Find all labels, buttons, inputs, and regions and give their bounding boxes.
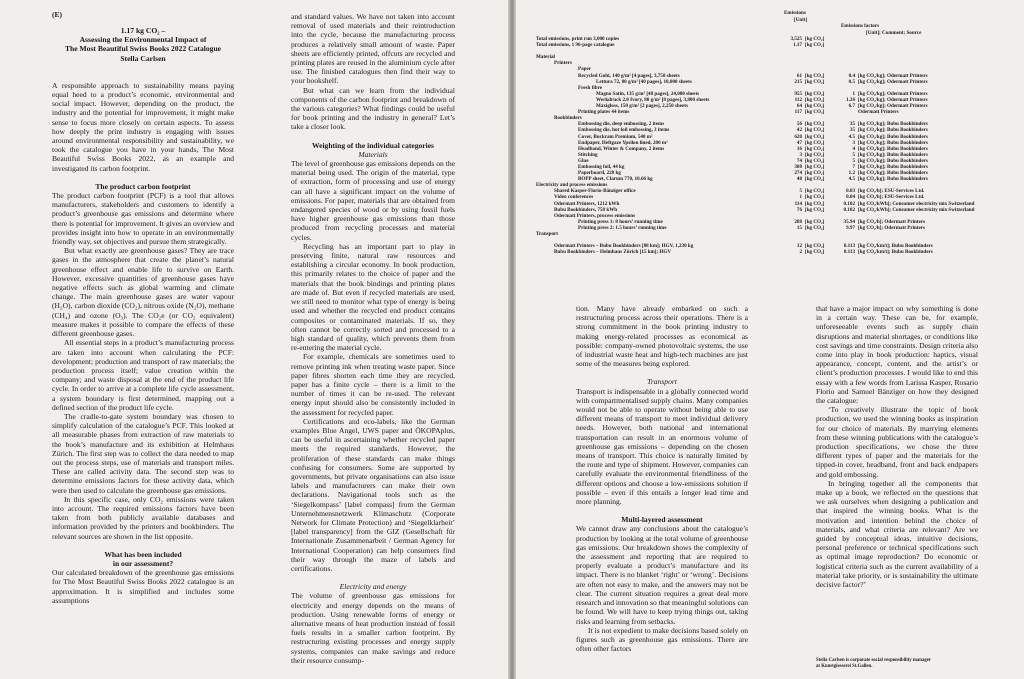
row-emissions-value: 620 <box>794 133 802 140</box>
row-label: Magno Satin, 135 g/m² [48 pages], 24,000 sheets <box>596 90 700 97</box>
heading-line: in our assessment? <box>112 558 174 568</box>
section-label: (E) <box>52 10 62 19</box>
right-column-1 <box>576 304 748 653</box>
row-emissions-value: 48 <box>796 176 802 183</box>
row-factor: 4 <box>852 145 855 152</box>
row-factor: 1.2 <box>848 170 855 177</box>
row-label: Paperboard, 228 kg <box>578 170 621 177</box>
row-unit: [kg CO₂] <box>805 72 825 79</box>
row-factor: 0.04 <box>846 194 855 201</box>
row-note: [kg CO₂/km/t]; Bubu Bookbinders <box>858 249 933 256</box>
paragraph: Recycling has an important part to play in preserving finite, natural raw resources and establishing a circular economy. In book production, this primarily relates to the choice of paper and the materials that the book bindings and printing plates are made of. But even if recycled materials are used, we still need to monitor what type of energy is being used and whether the recycled end product contains composites or contaminated materials. If so, they often cannot be correctly sorted and processed to a high standard of quality, which prevents them from re-entering the material cycle. <box>291 241 455 353</box>
row-label: Werkdruck 2.0 Ivory, 80 g/m² [8 pages], 3,800 sheets <box>596 96 710 103</box>
article-title <box>52 26 234 63</box>
row-note: [kg CO₂/kg]; Bubu Bookbinders <box>858 133 928 140</box>
row-note: [kg CO₂/kg]; Bubu Bookbinders <box>858 121 928 128</box>
row-emissions-value: 3 <box>799 151 802 158</box>
row-label: Bookbinders <box>554 115 582 122</box>
paragraph: But what can we learn from the individual components of the carbon footprint and breakdown of the various categories? What findings could be useful for book printing and the industry in general? Let’s take a closer look. <box>291 85 455 132</box>
bio-line: Stella Carlsen is corporate social responsibility manager <box>816 658 932 663</box>
row-note: [kg CO₂/kg]; Bubu Bookbinders <box>858 127 928 134</box>
header-emissions: Emissions <box>784 10 806 16</box>
row-factor: 7 <box>852 163 855 170</box>
row-factor: 1 <box>852 90 855 97</box>
row-factor: 5 <box>852 151 855 158</box>
row-label: Headband, Winter & Company, 2 items <box>578 145 665 152</box>
row-emissions-value: 117 <box>794 109 802 116</box>
row-note: [kg CO₂/kg]; Odermatt Printers <box>858 72 928 79</box>
paragraph: and standard values. We have not taken into account removal of used materials and their reintroduction into the cycle, because the manufacturing process produces a relatively small amount of waste. Paper sheets are efficiently printed, offcuts are recycled and printing plates are reused in the aluminium cycle after use. The finished catalogues then find their way to your bookshelf. <box>291 12 455 86</box>
row-factor: 35 <box>849 121 855 128</box>
row-label: Lettura 72, 80 g/m² [40 pages], 18,000 sheets <box>596 78 692 85</box>
row-note: [kg CO₂/kg]; Odermatt Printers <box>858 103 928 110</box>
row-emissions-value: 112 <box>794 96 802 103</box>
right-column-2 <box>816 304 978 589</box>
row-emissions-value: 12 <box>796 243 802 250</box>
row-unit: [kg CO₂] <box>805 139 825 146</box>
row-emissions-value: 15 <box>796 224 802 231</box>
paragraph: We cannot draw any conclusions about the catalogue’s production by looking at the total volume of greenhouse gas emissions. Our breakdown shows the complexity of the assessment and reporting that are required to properly evaluate a product’s manufacture and its impact. There is no blanket ‘right’ or ‘wrong’. Decisions are often not easy to make, and the answers may not be clear. The current situation requires a great deal more research and innovation so that meaningful solutions can be found. We will have to keep trying things out, taking risks and learning from setbacks. <box>576 524 748 626</box>
row-label: Embossing die, hot foil embossing, 3 items <box>578 127 670 134</box>
table-row <box>536 249 1022 255</box>
header-factors-sub: [Unit]; Comment; Source <box>866 29 922 36</box>
row-factor: 0.03 <box>846 188 855 195</box>
row-emissions-value: 76 <box>796 206 802 213</box>
heading-line: What has been included <box>104 549 182 559</box>
row-emissions-value: 3,525 <box>790 36 802 42</box>
row-note: [kg CO₂/h]; ESU-Services Ltd. <box>858 188 925 195</box>
paragraph: The level of greenhouse gas emissions depends on the material being used. The origin of the material, type of extraction, form of processing and use of energy can all have a significant impact on the volume of emissions. For paper, materials that are obtained from endangered species of wood or by using fossil fuels have higher greenhouse gas emissions than those produced from recycling processes and material cycles. <box>291 159 455 242</box>
row-factor: 1.26 <box>846 96 855 103</box>
row-label: Bubu Bookbinders, 758 kWh <box>554 206 618 213</box>
left-column-2 <box>291 12 455 665</box>
title-line: Assessing the Environmental Impact of <box>79 35 207 45</box>
row-label: Odermatt Printers, 1212 kWh <box>554 200 620 207</box>
row-factor: 0.113 <box>843 249 855 256</box>
bio-line: at Kunstgiesserei St.Gallen. <box>816 664 873 669</box>
quote-paragraph: ‘To creatively illustrate the topic of book production, we used the winning books as inspiration for our choice of materials. By marrying elements from these winning publications with the catalogue’s production specifications, we chose the three different types of paper and the materials for the tipped-in cover, headband, front and back endpapers and gold embossing. <box>816 405 978 479</box>
row-label: Endpaper, Heftgaze Ypsilon lined, 200 m² <box>578 139 668 146</box>
row-emissions-value: 47 <box>796 139 802 146</box>
row-label: Transport <box>536 231 558 237</box>
heading-pcf: The product carbon footprint <box>95 181 191 191</box>
row-unit: [kg CO₂] <box>805 176 825 183</box>
row-note: [kg CO₂/h]; ESU-Services Ltd. <box>858 194 925 201</box>
row-factor: 35.94 <box>843 218 855 225</box>
row-label: Fresh fibre <box>578 84 603 91</box>
row-label: Total emissions, 1 96-page catalogue <box>536 42 615 49</box>
emissions-table <box>536 10 1022 255</box>
row-unit: [kg CO₂] <box>805 243 825 250</box>
paragraph: But what exactly are greenhouse gases? They are trace gases in the atmosphere that create the planet’s natural greenhouse effect and enable life to survive on Earth. However, excessive quantities of greenhouse gases have negative effects such as global warming and climate change. The main greenhouse gases are water vapour (H₂O), carbon dioxide (CO₂), nitrous oxide (N₂O), methane (CH₄) and ozone (O₃). The CO₂e (or CO₂ equivalent) measure makes it possible to compare the effects of these different greenhouse gases. <box>52 246 234 339</box>
row-unit: [kg CO₂] <box>805 109 825 116</box>
row-label: Glue <box>578 157 589 164</box>
row-note: [kg CO₂/km/t]; Bubu Bookbinders <box>858 243 933 250</box>
paragraph: For example, chemicals are sometimes used to remove printing ink when treating waste paper. Since paper fibres shorten each time they are recycled, paper has a finite cycle – there is a limit to the number of times it can be re-used. The relevant energy input should also be consistently included in the assessment for recycled paper. <box>291 352 455 417</box>
row-emissions-value: 2 <box>799 249 802 256</box>
row-emissions-value: 5 <box>799 188 802 195</box>
subheading-materials: Materials <box>358 149 388 159</box>
row-label: Paper <box>578 66 592 73</box>
row-note: [kg CO₂/kg]; Bubu Bookbinders <box>858 170 928 177</box>
row-unit: [kg CO₂] <box>805 121 825 128</box>
book-gutter <box>508 0 516 679</box>
row-note: [kg CO₂/kg]; Bubu Bookbinders <box>858 157 928 164</box>
heading-weighting: Weighting of the individual categories <box>311 140 434 150</box>
row-factor: 0.4 <box>848 72 855 79</box>
row-label: Electricity and process emissions <box>536 182 608 189</box>
paragraph: The cradle-to-gate system boundary was chosen to simplify calculation of the catalogue’s PCF. This looked at all measurable phases from extraction of raw materials to the book’s manufacture and its exhibition at Helmhaus Zürich. The first step was to collect the data needed to map out the process steps, use of materials and transport miles. These are called activity data. The second step was to determine emissions factors for these activity data, which were then used to calculate the greenhouse gas emissions. <box>52 411 234 495</box>
row-label: Embossing foil, 44 kg <box>578 163 625 170</box>
row-emissions-value: 308 <box>794 163 802 170</box>
intro-paragraph: A responsible approach to sustainability means paying equal heed to a product’s economic, environmental and social impact. However, depending on the product, the industry and the potential for improvement, it might make sense to focus more closely on certain aspects. To assess how deeply the print industry is engaging with issues around environmental responsibility and sustainability, we took the catalogue you have in your hands, The Most Beautiful Swiss Books 2022, as an example and investigated its carbon footprint. <box>52 80 234 173</box>
row-emissions-value: 288 <box>794 218 802 225</box>
header-factors: Emissions factors <box>841 23 880 29</box>
row-label: BOPP sheet, Clarum 770, 10.66 kg <box>578 176 653 183</box>
row-note: [kg CO₂/kg]; Bubu Bookbinders <box>858 145 928 152</box>
row-unit: [kg CO₂] <box>805 96 825 103</box>
row-unit: [kg CO₂] <box>805 145 825 152</box>
paragraph: Transport is indispensable in a globally connected world with compartmentalised supply chains. Many companies would not be able to operate without being able to use different means of transport to meet individual delivery needs. However, both national and international transportation can result in an enormous volume of greenhouse gas emissions – depending on the chosen means of transport. This choice is naturally limited by the route and type of shipment. However, companies can carefully evaluate the environmental friendliness of the different options and choose a low-emissions solution if possible – even if this entails a longer lead time and more planning. <box>576 386 748 507</box>
row-emissions-value: 114 <box>794 200 802 207</box>
row-note: [kg CO₂/kWh]; Consumer electricity mix Switzerland <box>858 200 975 207</box>
row-label: Shared Kasper-Florio-Bänziger office <box>554 188 636 195</box>
paragraph: Certifications and eco-labels, like the German examples Blue Angel, UWS paper and ÖKOPAplus, can be useful in ascertaining whether recycled paper meets the required standards. However, the proliferation of these standards can make things confusing for consumers. Some are supported by governments, but private organisations can also issue labels and manufacturers can make their own declarations. Navigational tools such as the ‘Siegelkompass’ [label compass] from the German Unternehmensnetzwerk Klimaschutz (Corporate Network for Climate Protection) and ‘Siegelklarheit’ [label transparency] from the GIZ (Gesellschaft für Internationale Zusammenarbeit / German Agency for International Cooperation) can help consumers find their way through the maze of labels and certifications. <box>291 416 455 573</box>
heading-multi-layered: Multi-layered assessment <box>621 515 703 525</box>
row-unit: [kg CO₂] <box>805 249 825 256</box>
row-emissions-value: 215 <box>794 78 802 85</box>
row-unit: [kg CO₂] <box>805 206 825 213</box>
row-factor: 9.97 <box>846 224 855 231</box>
subheading-transport: Transport <box>647 377 677 387</box>
row-note: [kg CO₂/kg]; Bubu Bookbinders <box>858 163 928 170</box>
author-name: Stella Carlsen <box>120 53 166 63</box>
row-emissions-value: 56 <box>796 121 802 128</box>
title-line: The Most Beautiful Swiss Books 2022 Catalogue <box>64 44 222 54</box>
row-unit: [kg CO₂] <box>805 157 825 164</box>
row-note: [kg CO₂/kWh]; Consumer electricity mix Switzerland <box>858 206 975 213</box>
table-body <box>536 36 1022 255</box>
row-label: Odermatt Printers, process emissions <box>554 212 636 219</box>
row-emissions-value: 61 <box>796 72 802 79</box>
heading-included <box>52 550 234 568</box>
row-unit: [kg CO₂] <box>805 133 825 140</box>
quote-paragraph: In bringing together all the components that make up a book, we reflected on the questions that we ask ourselves when designing a publication and that inspired the winning books. What is the motivation and intention behind the choice of materials, and what criteria are relevant? Are we guided by conceptual ideas, intuitive decisions, personal preference or technical specifications such as optimal image reproduction? Do economic or logistical criteria such as the current availability of a material take priority, or is sustainability the ultimate decisive factor?’ <box>816 478 978 590</box>
row-unit: [kg CO₂] <box>805 188 825 195</box>
row-emissions-value: 16 <box>796 145 802 152</box>
row-unit: [kg CO₂] <box>805 78 825 85</box>
row-unit: [kg CO₂] <box>805 218 825 225</box>
row-factor: 0.5 <box>848 78 855 85</box>
row-factor: 6.7 <box>848 103 855 110</box>
row-unit: [kg CO₂] <box>805 127 825 134</box>
row-emissions-value: 274 <box>794 170 802 177</box>
paragraph: that have a major impact on why something is done in a certain way. These can be, for example, unforeseeable events such as supply chain disruptions and material shortages, or conditions like cost savings and time constraints. Design criteria also come into play in book production: haptics, visual appearance, concept, content, and the artist’s or client’s production processes. I would like to end this essay with a few words from Larissa Kasper, Rosario Florio and Samuel Bänziger on how they designed the catalogue: <box>816 304 978 406</box>
row-label: Embossing die, deep embossing, 2 items <box>578 121 665 128</box>
paragraph: tion. Many have already embarked on such a restructuring process across their operations. There is a strong commitment in the book printing industry to making energy-related processes as economical as possible: company-owned photovoltaic systems, the use of industrial waste heat and high-tech machines are just some of the measures being explored. <box>576 304 748 369</box>
row-unit: [kg CO₂] <box>805 90 825 97</box>
row-label: Printers <box>554 60 572 67</box>
row-factor: 4.5 <box>848 133 855 140</box>
paragraph: The product carbon footprint (PCF) is a tool that allows manufacturers, stakeholders and customers to identify a product’s greenhouse gas emissions and determine where there is potential for improvement. It gives an overview and provides insight into how to operate in an environmentally friendly way, set objectives and pursue them strategically. <box>52 191 234 247</box>
row-unit: [kg CO₂] <box>805 103 825 110</box>
row-note: [kg CO₂/h]; Odermatt Printers <box>858 218 926 225</box>
row-factor: 0.102 <box>843 200 855 207</box>
row-note: [kg CO₂/kg]; Odermatt Printers <box>858 78 928 85</box>
row-label: Video conferences <box>554 194 594 201</box>
row-label: Material <box>536 54 555 61</box>
row-label: Printing press 1: 8 hours’ running time <box>578 218 663 225</box>
row-unit: [kg CO₂] <box>805 194 825 201</box>
row-note: [kg CO₂/kg]; Odermatt Printers <box>858 90 928 97</box>
left-page <box>0 0 510 679</box>
paragraph: Our calculated breakdown of the greenhouse gas emissions for The Most Beautiful Swiss Books 2022 catalogue is an approximation. It is simplified and includes some assumptions <box>52 568 234 605</box>
author-bio <box>816 658 931 670</box>
row-factor: 0.113 <box>843 243 855 250</box>
row-unit: [kg CO₂] <box>805 163 825 170</box>
paragraph: The volume of greenhouse gas emissions for electricity and energy depends on the means of production. Using renewable forms of energy or alternative means of heat production instead of fossil fuels results in a smaller carbon footprint. By restructuring existing processes and energy supply systems, companies can make savings and reduce their resource consump- <box>291 591 455 665</box>
row-unit: [kg CO₂] <box>805 36 825 42</box>
row-unit: [kg CO₂] <box>805 170 825 177</box>
row-factor: 0.102 <box>843 206 855 213</box>
row-label: Odermatt Printers – Bubu Bookbinders [88 km]; HGV, 1,230 kg <box>554 243 694 250</box>
row-note: [kg CO₂/kg]; Bubu Bookbinders <box>858 176 928 183</box>
row-factor: 35 <box>849 127 855 134</box>
row-label: Bubu Bookbinders – Helmhaus Zürich [15 km]; HGV <box>554 249 672 256</box>
row-label: Printing press 2: 1.5 hours’ running time <box>578 224 667 231</box>
row-note: [kg CO₂/h]; Odermatt Printers <box>858 224 926 231</box>
row-unit: [kg CO₂] <box>805 200 825 207</box>
row-emissions-value: 64 <box>796 103 802 110</box>
row-factor: 5 <box>852 157 855 164</box>
row-emissions-value: 955 <box>794 90 802 97</box>
row-label: Maxigloss, 150 g/m² [2 pages], 2,250 sheets <box>596 103 688 110</box>
row-factor: 3 <box>852 139 855 146</box>
row-label: Printing plates 44 items <box>578 109 630 116</box>
row-unit: [kg CO₂] <box>805 151 825 158</box>
row-label: Total emissions, print run 3,000 copies <box>536 36 620 42</box>
left-column-1 <box>52 26 234 605</box>
row-label: Recycled Gohi, 140 g/m² [4 pages], 3,750 sheets <box>578 72 680 79</box>
row-label: Stitching <box>578 151 598 158</box>
row-emissions-value: 1 <box>799 194 802 201</box>
row-unit: [kg CO₂] <box>805 42 825 49</box>
row-note: [kg CO₂/kg]; Odermatt Printers <box>858 96 928 103</box>
title-line: 1.17 kg CO₂ – <box>120 26 166 35</box>
right-page <box>514 0 1024 679</box>
paragraph: All essential steps in a product’s manufacturing process are taken into account when calculating the PCF: development; production and transport of raw materials; the production process itself; value creation within the company; and waste disposal at the end of the product life cycle. In order to arrive at a complete life cycle assessment, a system boundary is first determined, mapping out a defined section of the product life cycle. <box>52 338 234 412</box>
paragraph: In this specific case, only CO₂ emissions were taken into account. The required emissions factors have been taken from both publicly available databases and information provided by the printers and bookbinders. The relevant sources are shown in the list opposite. <box>52 494 234 541</box>
row-factor: 4.5 <box>848 176 855 183</box>
subheading-electricity: Electricity and energy <box>339 582 407 592</box>
row-unit: [kg CO₂] <box>805 224 825 231</box>
row-emissions-value: 74 <box>796 157 802 164</box>
row-emissions-value: 42 <box>796 127 802 134</box>
header-unit: [Unit] <box>794 16 808 23</box>
row-note: Odermatt Printers <box>858 109 899 116</box>
paragraph: It is not expedient to make decisions based solely on figures such as greenhouse gas emissions. There are often other factors <box>576 625 748 654</box>
row-label: Cover, Buckram Premium, 540 m² <box>578 133 653 140</box>
row-note: [kg CO₂/kg]; Bubu Bookbinders <box>858 151 928 158</box>
row-note: [kg CO₂/kg]; Bubu Bookbinders <box>858 139 928 146</box>
row-emissions-value: 1.17 <box>793 42 802 49</box>
